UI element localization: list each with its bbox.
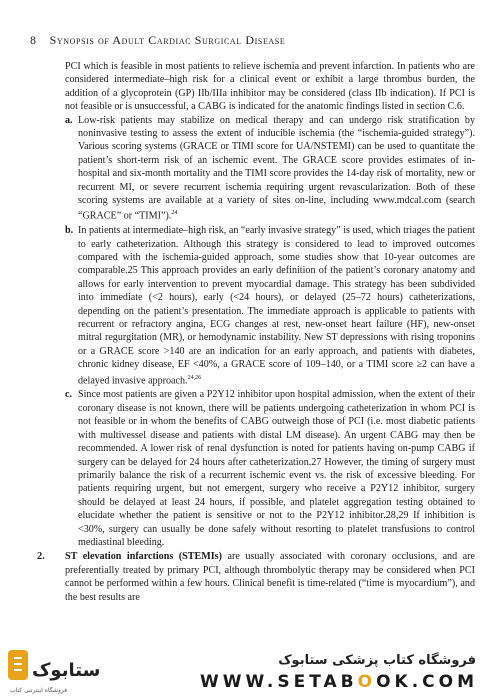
running-header (30, 33, 285, 48)
numbered-section (37, 550, 475, 604)
section-text: are usually associated with coronary occlusions, and are preferentially treated by primary PCI, although thrombolytic therapy may be considered when PCI cannot be performed within a few hours. Clinical benefit is time-related (“time is myocardium”), and the best results are (65, 551, 475, 603)
logo-wordmark: ستابوک (32, 660, 101, 681)
list-item (65, 114, 475, 224)
reference-superscript: 24 (171, 210, 178, 217)
item-label: c. (65, 389, 73, 401)
list-item (65, 388, 475, 549)
list-item (65, 224, 475, 387)
item-text: Since most patients are given a P2Y12 inhibitor upon hospital admission, when the extent of their coronary disease is not known, there will be patients undergoing catheterization in whom PCI is not feasible or in whom the benefits of CABG outweigh those of PCI (i.e. most diabetic patients with multivessel disease and patients with distal LM disease). An urgent CABG may then be recommended. A lower risk of renal dysfunction is noted for patients having on-pump CABG if surgery can be delayed for 24 hours after catheterization.27 However, the timing of surgery must primarily balance the risk of a recurrent ischemic event vs. the risk of excessive bleeding. For patients requiring urgent, but not emergent, surgery who receive a P2Y12 inhibitor, surgery should be delayed at least 24 hours, if possible, and platelet aggregation testing obtained to elucidate whether the patient is sensitive or not to the P2Y12 inhibitor.28,29 If inhibition is <30%, surgery can usually be done safely without resorting to platelet transfusions to control mediastinal bleeding. (78, 389, 475, 548)
intro-paragraph: PCI which is feasible in most patients to relieve ischemia and prevent infarction. In patients who are considered intermediate–high risk for a clinical event or exhibit a large thrombus burden, the addition of a glycoprotein (GP) IIb/IIIa inhibitor may be considered (class IIb indication). If PCI is not feasible or is unsuccessful, a CABG is indicated for the anatomic findings listed in section C.6. (65, 61, 475, 113)
item-label: a. (65, 114, 73, 126)
page-number: 8 (30, 33, 37, 47)
store-name: فروشگاه کتاب پزشکی ستابوک (278, 653, 476, 668)
item-text: In patients at intermediate–high risk, an “early invasive strategy” is used, which triages the patient to early catheterization. Although this strategy is considered to lead to improved outcomes compared with the ischemia-guided approach, some studies show that 10-year outcomes are comparable.25 This approach provides an early definition of the patient’s coronary anatomy and allows for early intervention to prevent myocardial damage. This strategy has been subdivided into immediate (<2 hours), early (<24 hours), or delayed (25–72 hours) catheterizations, depending on the patient’s presentation. The immediate approach is applicable to patients with recurrent or refractory angina, ECG changes at rest, new-onset heart failure (HF), new-onset mitral regurgitation (MR), or hemodynamic instability. New ST depressions with rising troponins or a GRACE score >140 are an indication for an early approach, and patients with diabetes, chronic kidney disease, EF <40%, a GRACE score of 109–140, or a TIMI score ≥2 can have a delayed invasive approach. (78, 225, 475, 387)
store-url: WWW.SETABOOK.COM (200, 672, 478, 692)
reference-superscript: 24,26 (187, 374, 202, 381)
logo-subtext: فروشگاه اینترنتی کتاب (10, 687, 68, 694)
section-heading: ST elevation infarctions (STEMIs) (65, 551, 222, 563)
watermark-banner (0, 636, 500, 700)
section-number: 2. (37, 551, 45, 563)
item-label: b. (65, 225, 74, 237)
body-text (37, 60, 475, 604)
running-title: Synopsis of Adult Cardiac Surgical Disease (49, 33, 286, 47)
item-text: Low-risk patients may stabilize on medical therapy and can undergo risk stratification by noninvasive testing to assess the extent of inducible ischemia (the “ischemia-guided strategy”). Various scoring systems (GRACE or TIMI score for UA/NSTEMI) can be used to quantitate the patient’s short-term risk of an ischemic event. The GRACE score provides estimates of in-hospital and six-month mortality and the TIMI score provides the 14-day risk of mortality, new or recurrent MI, or severe recurrent ischemia requiring urgent revascularization. Both of these scoring systems are available at a variety of sites on-line, including www.mdcal.com (search “GRACE” or “TIMI”). (78, 114, 475, 222)
